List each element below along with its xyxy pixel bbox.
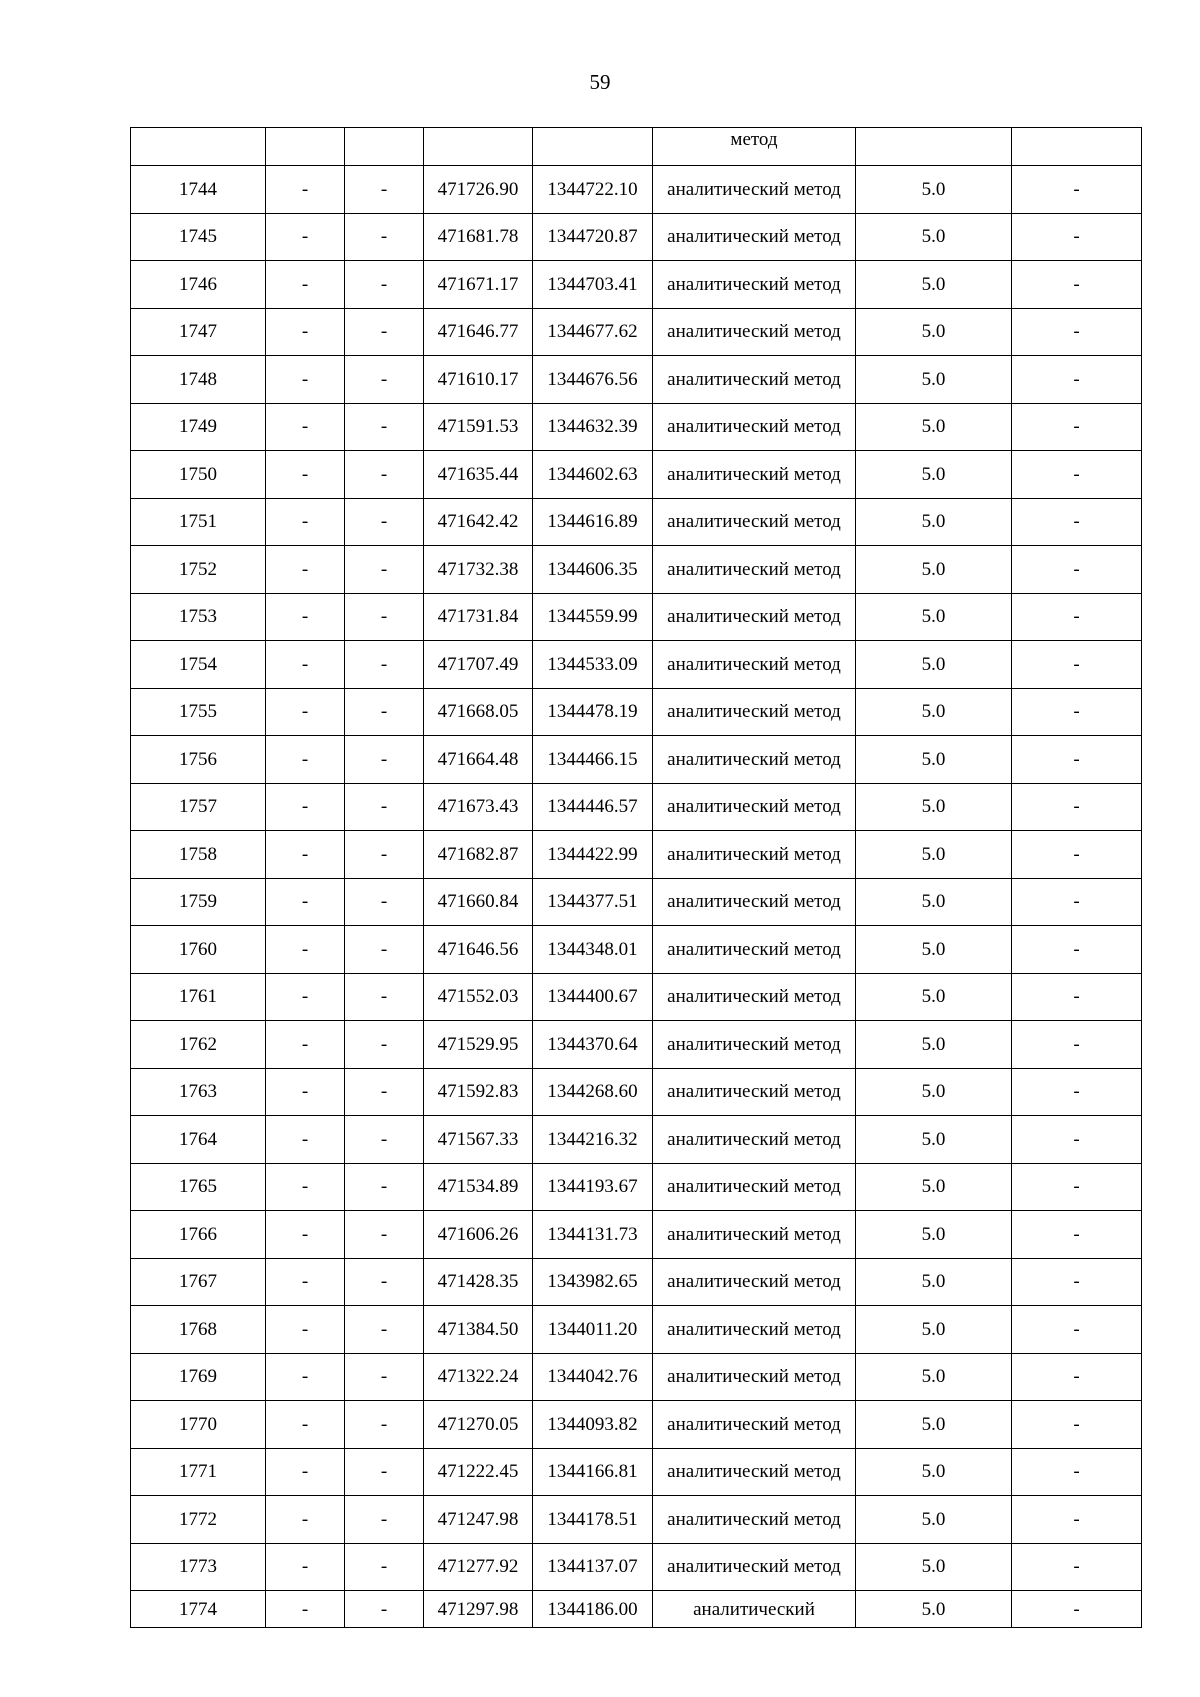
table-row (131, 736, 1142, 784)
cell-c8: - (1012, 1448, 1142, 1496)
cell-id: 1751 (131, 498, 266, 546)
cell-c3: - (345, 878, 424, 926)
cell-x: 471726.90 (424, 166, 533, 214)
cell-c3: - (345, 166, 424, 214)
cell-id: 1744 (131, 166, 266, 214)
cell-method: аналитический метод (653, 1448, 856, 1496)
cell-x: 471646.56 (424, 926, 533, 974)
cell-id (131, 128, 266, 166)
table-row (131, 1116, 1142, 1164)
cell-c8: - (1012, 1211, 1142, 1259)
cell-accuracy: 5.0 (856, 356, 1012, 404)
cell-c8: - (1012, 641, 1142, 689)
cell-c8: - (1012, 403, 1142, 451)
cell-c2: - (266, 926, 345, 974)
cell-method: аналитический метод (653, 403, 856, 451)
cell-c3: - (345, 688, 424, 736)
cell-c3: - (345, 1353, 424, 1401)
cell-c2: - (266, 831, 345, 879)
table-row (131, 1211, 1142, 1259)
cell-c8: - (1012, 1021, 1142, 1069)
table-row (131, 878, 1142, 926)
cell-x: 471610.17 (424, 356, 533, 404)
cell-c2: - (266, 641, 345, 689)
table-row (131, 213, 1142, 261)
cell-y: 1344137.07 (533, 1543, 653, 1591)
cell-accuracy: 5.0 (856, 403, 1012, 451)
cell-c2: - (266, 451, 345, 499)
cell-method: аналитический метод (653, 878, 856, 926)
cell-c3: - (345, 1068, 424, 1116)
cell-y: 1344216.32 (533, 1116, 653, 1164)
cell-c8: - (1012, 498, 1142, 546)
cell-method: аналитический метод (653, 1068, 856, 1116)
cell-accuracy: 5.0 (856, 1496, 1012, 1544)
cell-x: 471731.84 (424, 593, 533, 641)
table-row (131, 166, 1142, 214)
cell-method: аналитический метод (653, 641, 856, 689)
cell-c3: - (345, 1211, 424, 1259)
cell-c2: - (266, 308, 345, 356)
cell-c2: - (266, 1496, 345, 1544)
cell-method: аналитический метод (653, 451, 856, 499)
cell-id: 1771 (131, 1448, 266, 1496)
cell-y: 1344703.41 (533, 261, 653, 309)
cell-accuracy: 5.0 (856, 451, 1012, 499)
cell-accuracy: 5.0 (856, 1353, 1012, 1401)
cell-y: 1344166.81 (533, 1448, 653, 1496)
cell-method: аналитический метод (653, 261, 856, 309)
cell-x: 471660.84 (424, 878, 533, 926)
cell-method: аналитический метод (653, 1496, 856, 1544)
cell-id: 1748 (131, 356, 266, 404)
cell-y: 1344011.20 (533, 1306, 653, 1354)
cell-x (424, 128, 533, 166)
cell-c2: - (266, 1306, 345, 1354)
cell-id: 1760 (131, 926, 266, 974)
cell-c8: - (1012, 1306, 1142, 1354)
cell-method: аналитический метод (653, 356, 856, 404)
cell-x: 471384.50 (424, 1306, 533, 1354)
cell-c3: - (345, 973, 424, 1021)
cell-y: 1344677.62 (533, 308, 653, 356)
cell-method: аналитический (653, 1591, 856, 1628)
cell-method: аналитический метод (653, 1163, 856, 1211)
cell-accuracy: 5.0 (856, 736, 1012, 784)
cell-id: 1767 (131, 1258, 266, 1306)
cell-c8: - (1012, 1116, 1142, 1164)
cell-id: 1774 (131, 1591, 266, 1628)
cell-x: 471247.98 (424, 1496, 533, 1544)
page-number: 59 (589, 70, 611, 94)
table-row (131, 451, 1142, 499)
cell-c8: - (1012, 973, 1142, 1021)
cell-c8: - (1012, 688, 1142, 736)
table-row (131, 688, 1142, 736)
cell-c2: - (266, 593, 345, 641)
cell-y: 1344193.67 (533, 1163, 653, 1211)
cell-accuracy: 5.0 (856, 1116, 1012, 1164)
cell-x: 471682.87 (424, 831, 533, 879)
cell-method: аналитический метод (653, 546, 856, 594)
cell-accuracy: 5.0 (856, 783, 1012, 831)
cell-id: 1750 (131, 451, 266, 499)
cell-id: 1762 (131, 1021, 266, 1069)
cell-id: 1763 (131, 1068, 266, 1116)
cell-method: аналитический метод (653, 1116, 856, 1164)
table-row (131, 1306, 1142, 1354)
cell-id: 1772 (131, 1496, 266, 1544)
cell-accuracy: 5.0 (856, 1591, 1012, 1628)
cell-accuracy (856, 128, 1012, 166)
continuation-row (131, 128, 1142, 166)
cell-method: аналитический метод (653, 593, 856, 641)
cell-y: 1344606.35 (533, 546, 653, 594)
cell-id: 1769 (131, 1353, 266, 1401)
cell-y: 1344446.57 (533, 783, 653, 831)
cell-x: 471222.45 (424, 1448, 533, 1496)
cell-id: 1761 (131, 973, 266, 1021)
cell-method: аналитический метод (653, 498, 856, 546)
cell-y: 1344533.09 (533, 641, 653, 689)
cell-c2: - (266, 213, 345, 261)
cell-x: 471635.44 (424, 451, 533, 499)
cell-c2: - (266, 498, 345, 546)
cell-c2: - (266, 1353, 345, 1401)
cell-c8: - (1012, 451, 1142, 499)
cell-c8: - (1012, 1401, 1142, 1449)
cell-c2: - (266, 1401, 345, 1449)
cell-y: 1344178.51 (533, 1496, 653, 1544)
cell-c3: - (345, 736, 424, 784)
cell-y: 1344348.01 (533, 926, 653, 974)
cell-x: 471322.24 (424, 1353, 533, 1401)
table-row (131, 926, 1142, 974)
table-row (131, 1353, 1142, 1401)
cell-c2: - (266, 546, 345, 594)
cell-y (533, 128, 653, 166)
cell-method: аналитический метод (653, 1211, 856, 1259)
cell-c8: - (1012, 166, 1142, 214)
cell-method: аналитический метод (653, 973, 856, 1021)
table-row (131, 498, 1142, 546)
cell-y: 1344268.60 (533, 1068, 653, 1116)
cell-x: 471592.83 (424, 1068, 533, 1116)
table-row (131, 308, 1142, 356)
cell-c8: - (1012, 1543, 1142, 1591)
cell-accuracy: 5.0 (856, 593, 1012, 641)
cell-x: 471277.92 (424, 1543, 533, 1591)
table-row (131, 403, 1142, 451)
cell-c2: - (266, 403, 345, 451)
cell-method: аналитический метод (653, 1401, 856, 1449)
cell-c8: - (1012, 736, 1142, 784)
cell-method: аналитический метод (653, 1353, 856, 1401)
cell-accuracy: 5.0 (856, 498, 1012, 546)
cell-c3 (345, 128, 424, 166)
cell-method: аналитический метод (653, 213, 856, 261)
cell-c3: - (345, 1591, 424, 1628)
cell-c8: - (1012, 1591, 1142, 1628)
table-row (131, 1448, 1142, 1496)
cell-c2: - (266, 261, 345, 309)
cell-x: 471664.48 (424, 736, 533, 784)
cell-x: 471428.35 (424, 1258, 533, 1306)
table-row (131, 1258, 1142, 1306)
cell-c3: - (345, 213, 424, 261)
cell-y: 1344131.73 (533, 1211, 653, 1259)
cell-c8: - (1012, 783, 1142, 831)
cell-c2: - (266, 356, 345, 404)
cell-c3: - (345, 1543, 424, 1591)
cell-c8: - (1012, 926, 1142, 974)
cell-x: 471642.42 (424, 498, 533, 546)
cell-c3: - (345, 926, 424, 974)
cell-c2: - (266, 783, 345, 831)
cell-c3: - (345, 641, 424, 689)
cell-id: 1766 (131, 1211, 266, 1259)
cell-id: 1747 (131, 308, 266, 356)
cell-accuracy: 5.0 (856, 641, 1012, 689)
cell-c2: - (266, 1591, 345, 1628)
table-row (131, 546, 1142, 594)
table-row (131, 1021, 1142, 1069)
cell-c3: - (345, 1448, 424, 1496)
table-row (131, 973, 1142, 1021)
cell-accuracy: 5.0 (856, 546, 1012, 594)
table-row (131, 1496, 1142, 1544)
cell-c2: - (266, 1116, 345, 1164)
cell-x: 471681.78 (424, 213, 533, 261)
cell-method: аналитический метод (653, 1258, 856, 1306)
cell-accuracy: 5.0 (856, 308, 1012, 356)
cell-c2: - (266, 973, 345, 1021)
cell-c3: - (345, 498, 424, 546)
cell-c2: - (266, 1068, 345, 1116)
cell-method: аналитический метод (653, 926, 856, 974)
cell-c8: - (1012, 1258, 1142, 1306)
cell-c8: - (1012, 213, 1142, 261)
cell-c2: - (266, 688, 345, 736)
cell-id: 1753 (131, 593, 266, 641)
cell-id: 1752 (131, 546, 266, 594)
cell-accuracy: 5.0 (856, 878, 1012, 926)
cell-id: 1756 (131, 736, 266, 784)
cell-y: 1344720.87 (533, 213, 653, 261)
cell-c2: - (266, 878, 345, 926)
cell-x: 471534.89 (424, 1163, 533, 1211)
cell-c8: - (1012, 1068, 1142, 1116)
cell-c2: - (266, 1021, 345, 1069)
cell-accuracy: 5.0 (856, 831, 1012, 879)
cell-accuracy: 5.0 (856, 166, 1012, 214)
cell-accuracy: 5.0 (856, 1068, 1012, 1116)
cell-y: 1344722.10 (533, 166, 653, 214)
cell-y: 1344186.00 (533, 1591, 653, 1628)
cell-x: 471707.49 (424, 641, 533, 689)
cell-c8: - (1012, 1496, 1142, 1544)
cell-accuracy: 5.0 (856, 213, 1012, 261)
cell-c8: - (1012, 308, 1142, 356)
cell-c3: - (345, 546, 424, 594)
cell-id: 1759 (131, 878, 266, 926)
cell-c3: - (345, 451, 424, 499)
coordinates-table (130, 127, 1142, 1628)
cell-x: 471552.03 (424, 973, 533, 1021)
cell-method: аналитический метод (653, 783, 856, 831)
cell-y: 1344616.89 (533, 498, 653, 546)
cell-id: 1754 (131, 641, 266, 689)
cell-c3: - (345, 593, 424, 641)
cell-y: 1343982.65 (533, 1258, 653, 1306)
cell-c3: - (345, 308, 424, 356)
cell-id: 1749 (131, 403, 266, 451)
cell-y: 1344559.99 (533, 593, 653, 641)
table-row (131, 641, 1142, 689)
cell-c3: - (345, 261, 424, 309)
cell-accuracy: 5.0 (856, 1258, 1012, 1306)
table-row (131, 1543, 1142, 1591)
cell-x: 471297.98 (424, 1591, 533, 1628)
table-row (131, 783, 1142, 831)
cell-x: 471529.95 (424, 1021, 533, 1069)
cell-c8: - (1012, 356, 1142, 404)
cell-method: аналитический метод (653, 736, 856, 784)
cell-c2: - (266, 1543, 345, 1591)
cell-x: 471732.38 (424, 546, 533, 594)
cell-accuracy: 5.0 (856, 1543, 1012, 1591)
cell-y: 1344478.19 (533, 688, 653, 736)
cell-id: 1746 (131, 261, 266, 309)
cell-x: 471646.77 (424, 308, 533, 356)
table-row (131, 261, 1142, 309)
cell-id: 1768 (131, 1306, 266, 1354)
cell-accuracy: 5.0 (856, 973, 1012, 1021)
cell-x: 471671.17 (424, 261, 533, 309)
cell-accuracy: 5.0 (856, 261, 1012, 309)
cell-c2: - (266, 1211, 345, 1259)
table-row (131, 1068, 1142, 1116)
cell-c8 (1012, 128, 1142, 166)
table-row (131, 356, 1142, 404)
cell-id: 1765 (131, 1163, 266, 1211)
cell-c3: - (345, 1401, 424, 1449)
table-row (131, 1163, 1142, 1211)
cell-c2: - (266, 736, 345, 784)
cell-c8: - (1012, 261, 1142, 309)
cell-method: метод (653, 128, 856, 166)
cell-c3: - (345, 1258, 424, 1306)
cell-x: 471591.53 (424, 403, 533, 451)
cell-method: аналитический метод (653, 1021, 856, 1069)
cell-c8: - (1012, 878, 1142, 926)
cell-c2: - (266, 1448, 345, 1496)
cell-accuracy: 5.0 (856, 1448, 1012, 1496)
cell-c8: - (1012, 1353, 1142, 1401)
cell-id: 1745 (131, 213, 266, 261)
cell-c3: - (345, 356, 424, 404)
cell-accuracy: 5.0 (856, 1306, 1012, 1354)
cell-y: 1344422.99 (533, 831, 653, 879)
cell-c8: - (1012, 1163, 1142, 1211)
cell-x: 471606.26 (424, 1211, 533, 1259)
cell-method: аналитический метод (653, 1306, 856, 1354)
cell-c3: - (345, 783, 424, 831)
cell-c3: - (345, 1163, 424, 1211)
table-row (131, 593, 1142, 641)
table-row (131, 831, 1142, 879)
cell-accuracy: 5.0 (856, 1211, 1012, 1259)
cell-id: 1757 (131, 783, 266, 831)
cell-c3: - (345, 1496, 424, 1544)
cell-method: аналитический метод (653, 688, 856, 736)
cell-c3: - (345, 1306, 424, 1354)
cell-accuracy: 5.0 (856, 1021, 1012, 1069)
table-row-last (131, 1591, 1142, 1628)
cell-method: аналитический метод (653, 166, 856, 214)
cell-c8: - (1012, 593, 1142, 641)
cell-accuracy: 5.0 (856, 688, 1012, 736)
cell-c3: - (345, 831, 424, 879)
cell-y: 1344093.82 (533, 1401, 653, 1449)
cell-c8: - (1012, 831, 1142, 879)
cell-y: 1344632.39 (533, 403, 653, 451)
cell-c2: - (266, 166, 345, 214)
cell-y: 1344676.56 (533, 356, 653, 404)
cell-c2: - (266, 1258, 345, 1306)
cell-y: 1344370.64 (533, 1021, 653, 1069)
cell-method: аналитический метод (653, 831, 856, 879)
cell-y: 1344466.15 (533, 736, 653, 784)
cell-y: 1344602.63 (533, 451, 653, 499)
cell-y: 1344400.67 (533, 973, 653, 1021)
cell-id: 1770 (131, 1401, 266, 1449)
cell-method: аналитический метод (653, 1543, 856, 1591)
cell-x: 471668.05 (424, 688, 533, 736)
cell-accuracy: 5.0 (856, 926, 1012, 974)
cell-c3: - (345, 403, 424, 451)
cell-id: 1764 (131, 1116, 266, 1164)
cell-id: 1755 (131, 688, 266, 736)
table-row (131, 1401, 1142, 1449)
cell-accuracy: 5.0 (856, 1401, 1012, 1449)
cell-method: аналитический метод (653, 308, 856, 356)
cell-y: 1344377.51 (533, 878, 653, 926)
cell-c2: - (266, 1163, 345, 1211)
cell-x: 471270.05 (424, 1401, 533, 1449)
cell-c2 (266, 128, 345, 166)
cell-x: 471567.33 (424, 1116, 533, 1164)
cell-c3: - (345, 1116, 424, 1164)
cell-y: 1344042.76 (533, 1353, 653, 1401)
table-body (131, 128, 1142, 1628)
cell-x: 471673.43 (424, 783, 533, 831)
cell-c3: - (345, 1021, 424, 1069)
cell-c8: - (1012, 546, 1142, 594)
cell-id: 1773 (131, 1543, 266, 1591)
cell-accuracy: 5.0 (856, 1163, 1012, 1211)
cell-id: 1758 (131, 831, 266, 879)
